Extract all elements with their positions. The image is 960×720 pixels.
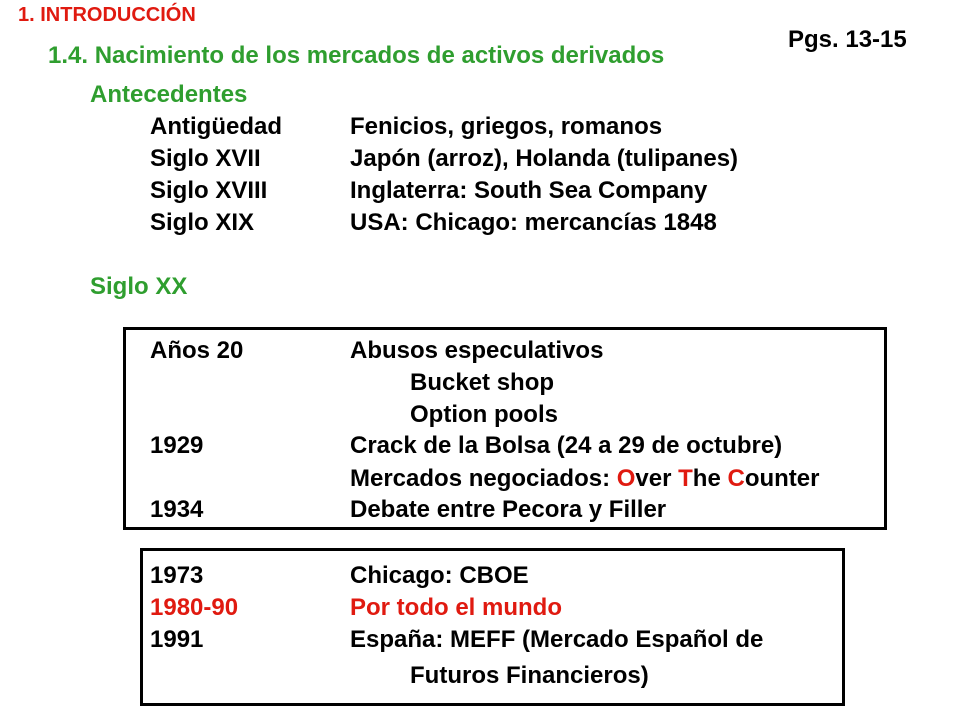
- antecedente-description: Inglaterra: South Sea Company: [350, 177, 708, 204]
- event-description: Crack de la Bolsa (24 a 29 de octubre): [350, 432, 783, 459]
- otc-letter-c: C: [727, 465, 745, 492]
- antecedente-period: Antigüedad: [150, 113, 282, 140]
- otc-letter-t: T: [678, 465, 693, 492]
- antecedente-description: Fenicios, griegos, romanos: [350, 113, 663, 140]
- antecedente-period: Siglo XVII: [150, 145, 261, 172]
- antecedente-period: Siglo XVIII: [150, 177, 268, 204]
- event-description: Debate entre Pecora y Filler: [350, 496, 667, 523]
- event-period: 1973: [150, 562, 204, 589]
- event-subitem: Option pools: [410, 401, 558, 428]
- antecedente-description: USA: Chicago: mercancías 1848: [350, 209, 717, 236]
- event-period: 1991: [150, 626, 204, 653]
- otc-letter-o: O: [616, 465, 636, 492]
- antecedentes-heading: Antecedentes: [90, 81, 248, 108]
- siglo-xx-heading: Siglo XX: [90, 273, 188, 300]
- event-description: España: MEFF (Mercado Español de: [350, 626, 764, 653]
- otc-prefix: Mercados negociados:: [350, 465, 617, 492]
- event-description: Abusos especulativos: [350, 337, 604, 364]
- event-subitem: Bucket shop: [410, 369, 555, 396]
- event-description-highlight: Por todo el mundo: [350, 594, 562, 621]
- otc-line: [350, 465, 819, 493]
- event-description-continuation: Futuros Financieros): [410, 662, 649, 689]
- page-reference: Pgs. 13-15: [788, 26, 907, 53]
- section-title: 1. INTRODUCCIÓN: [18, 4, 196, 26]
- antecedente-description: Japón (arroz), Holanda (tulipanes): [350, 145, 739, 172]
- otc-text: he: [692, 465, 728, 492]
- otc-text: ver: [635, 465, 679, 492]
- event-period: Años 20: [150, 337, 244, 364]
- event-description: Chicago: CBOE: [350, 562, 529, 589]
- event-period-highlight: 1980-90: [150, 594, 239, 621]
- event-period: 1929: [150, 432, 204, 459]
- event-period: 1934: [150, 496, 204, 523]
- subsection-title: 1.4. Nacimiento de los mercados de activos derivados: [48, 42, 665, 69]
- antecedente-period: Siglo XIX: [150, 209, 255, 236]
- otc-text: ounter: [744, 465, 820, 492]
